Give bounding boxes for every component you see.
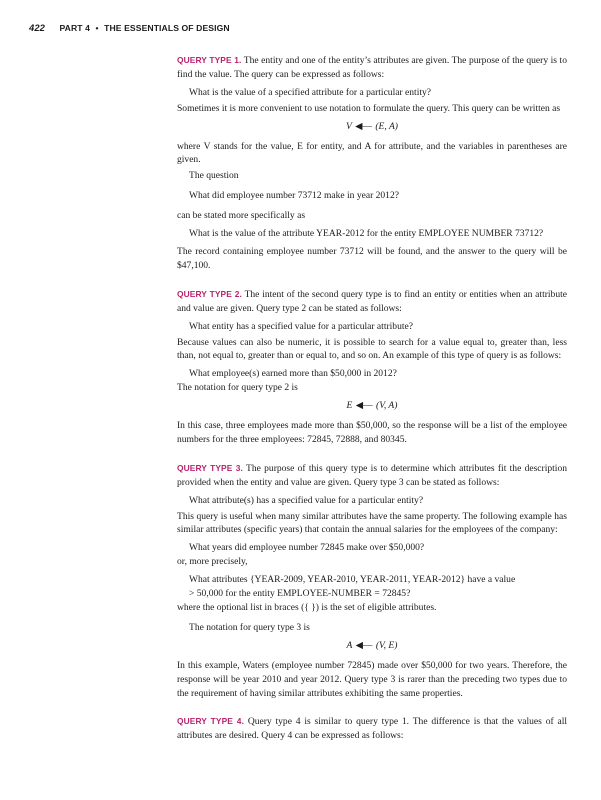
qt2-numeric: Because values can also be numeric, it is possible to search for a value equal to, greater than, less than, not equal to, greater than or equal to, and so on. An example of this type of query is as follows: [177, 336, 567, 362]
qt1-formula-right: (E, A) [375, 120, 398, 132]
qt3-intro-text: The purpose of this query type is to determine which attributes fit the description provided when the entity and value are given. Query type 3 can be stated as follows: [177, 462, 567, 488]
qt2-formula [177, 399, 567, 413]
qt2-example-question: What employee(s) earned more than $50,000 in 2012? [189, 368, 397, 380]
qt3-optional-list: where the optional list in braces ({ }) is the set of eligible attributes. [177, 602, 437, 613]
qt3-intro [177, 462, 567, 490]
query-type-1-label: QUERY TYPE 1. [177, 55, 242, 65]
qt3-notation-intro: The notation for query type 3 is [189, 621, 310, 633]
qt1-intro [177, 54, 567, 82]
page-number: 422 [29, 22, 45, 33]
qt1-more-specific: can be stated more specifically as [177, 210, 306, 222]
query-type-2-label: QUERY TYPE 2. [177, 288, 242, 299]
left-arrow-icon: ◀— [355, 639, 373, 651]
qt1-specific-question: What is the value of the attribute YEAR-2012 for the entity EMPLOYEE NUMBER 73712? [189, 228, 544, 240]
body-text [177, 54, 567, 743]
query-type-4-label: QUERY TYPE 4. [177, 716, 244, 727]
section-title: THE ESSENTIALS OF DESIGN [104, 23, 230, 33]
query-type-3-label: QUERY TYPE 3. [177, 462, 243, 473]
qt3-result: In this example, Waters (employee number 72845) made over $50,000 for two years. Therefore, the response will be year 2010 and year 2012. Query type 3 is rarer than the preceding two types due to the requirement of having similar attributes exhibiting the same properties. [177, 659, 567, 699]
qt3-more-precisely: or, more precisely, [177, 556, 248, 568]
left-arrow-icon: ◀— [355, 120, 372, 132]
qt3-formula-left: A [346, 639, 353, 651]
qt1-formula-left: V [346, 120, 352, 132]
qt1-question: What is the value of a specified attribute for a particular entity? [189, 86, 432, 98]
qt3-precise-question-line1: What attributes {YEAR-2009, YEAR-2010, YEAR-2011, YEAR-2012} have a value [189, 574, 516, 586]
qt3-useful: This query is useful when many similar attributes have the same property. The following example has similar attributes (specific years) that contain the annual salaries for the employees of the company: [177, 510, 567, 536]
qt2-intro [177, 288, 567, 316]
qt3-question: What attribute(s) has a specified value for a particular entity? [189, 494, 424, 506]
qt3-formula-right: (V, E) [375, 639, 398, 651]
qt3-formula [177, 639, 567, 653]
qt1-intro-text: The entity and one of the entity’s attributes are given. The purpose of the query is to find the value. The query can be expressed as follows: [177, 55, 567, 80]
qt1-explain: where V stands for the value, E for entity, and A for attribute, and the variables in parentheses are given. [177, 140, 567, 166]
qt1-the-question: The question [189, 170, 239, 182]
qt2-notation-intro: The notation for query type 2 is [177, 382, 298, 394]
left-arrow-icon: ◀— [355, 400, 373, 412]
qt1-result: The record containing employee number 73712 will be found, and the answer to the query will be $47,100. [177, 245, 567, 271]
qt4-intro-text: Query type 4 is similar to query type 1. The difference is that the values of all attributes are desired. Query 4 can be expressed as follows: [177, 716, 568, 742]
part-label: PART 4 [59, 23, 90, 33]
qt1-example-question: What did employee number 73712 make in year 2012? [189, 190, 399, 202]
qt1-formula [177, 120, 567, 134]
qt3-precise-question-line2: > 50,000 for the entity EMPLOYEE-NUMBER = 72845? [189, 588, 411, 600]
qt2-intro-text: The intent of the second query type is to find an entity or entities when an attribute and value are given. Query type 2 can be stated as follows: [177, 288, 567, 314]
qt1-notation-intro: Sometimes it is more convenient to use notation to formulate the query. This query can be written as [177, 102, 561, 114]
qt4-intro [177, 715, 567, 743]
qt2-formula-right: (V, A) [376, 400, 398, 412]
qt3-example-question: What years did employee number 72845 make over $50,000? [189, 542, 425, 554]
header-separator: • [95, 23, 99, 33]
qt2-question: What entity has a specified value for a particular attribute? [189, 320, 413, 332]
qt2-result: In this case, three employees made more than $50,000, so the response will be a list of the employee numbers for the three employees: 72845, 72888, and 80345. [177, 420, 567, 445]
qt2-formula-left: E [346, 400, 353, 412]
running-header [29, 22, 230, 38]
